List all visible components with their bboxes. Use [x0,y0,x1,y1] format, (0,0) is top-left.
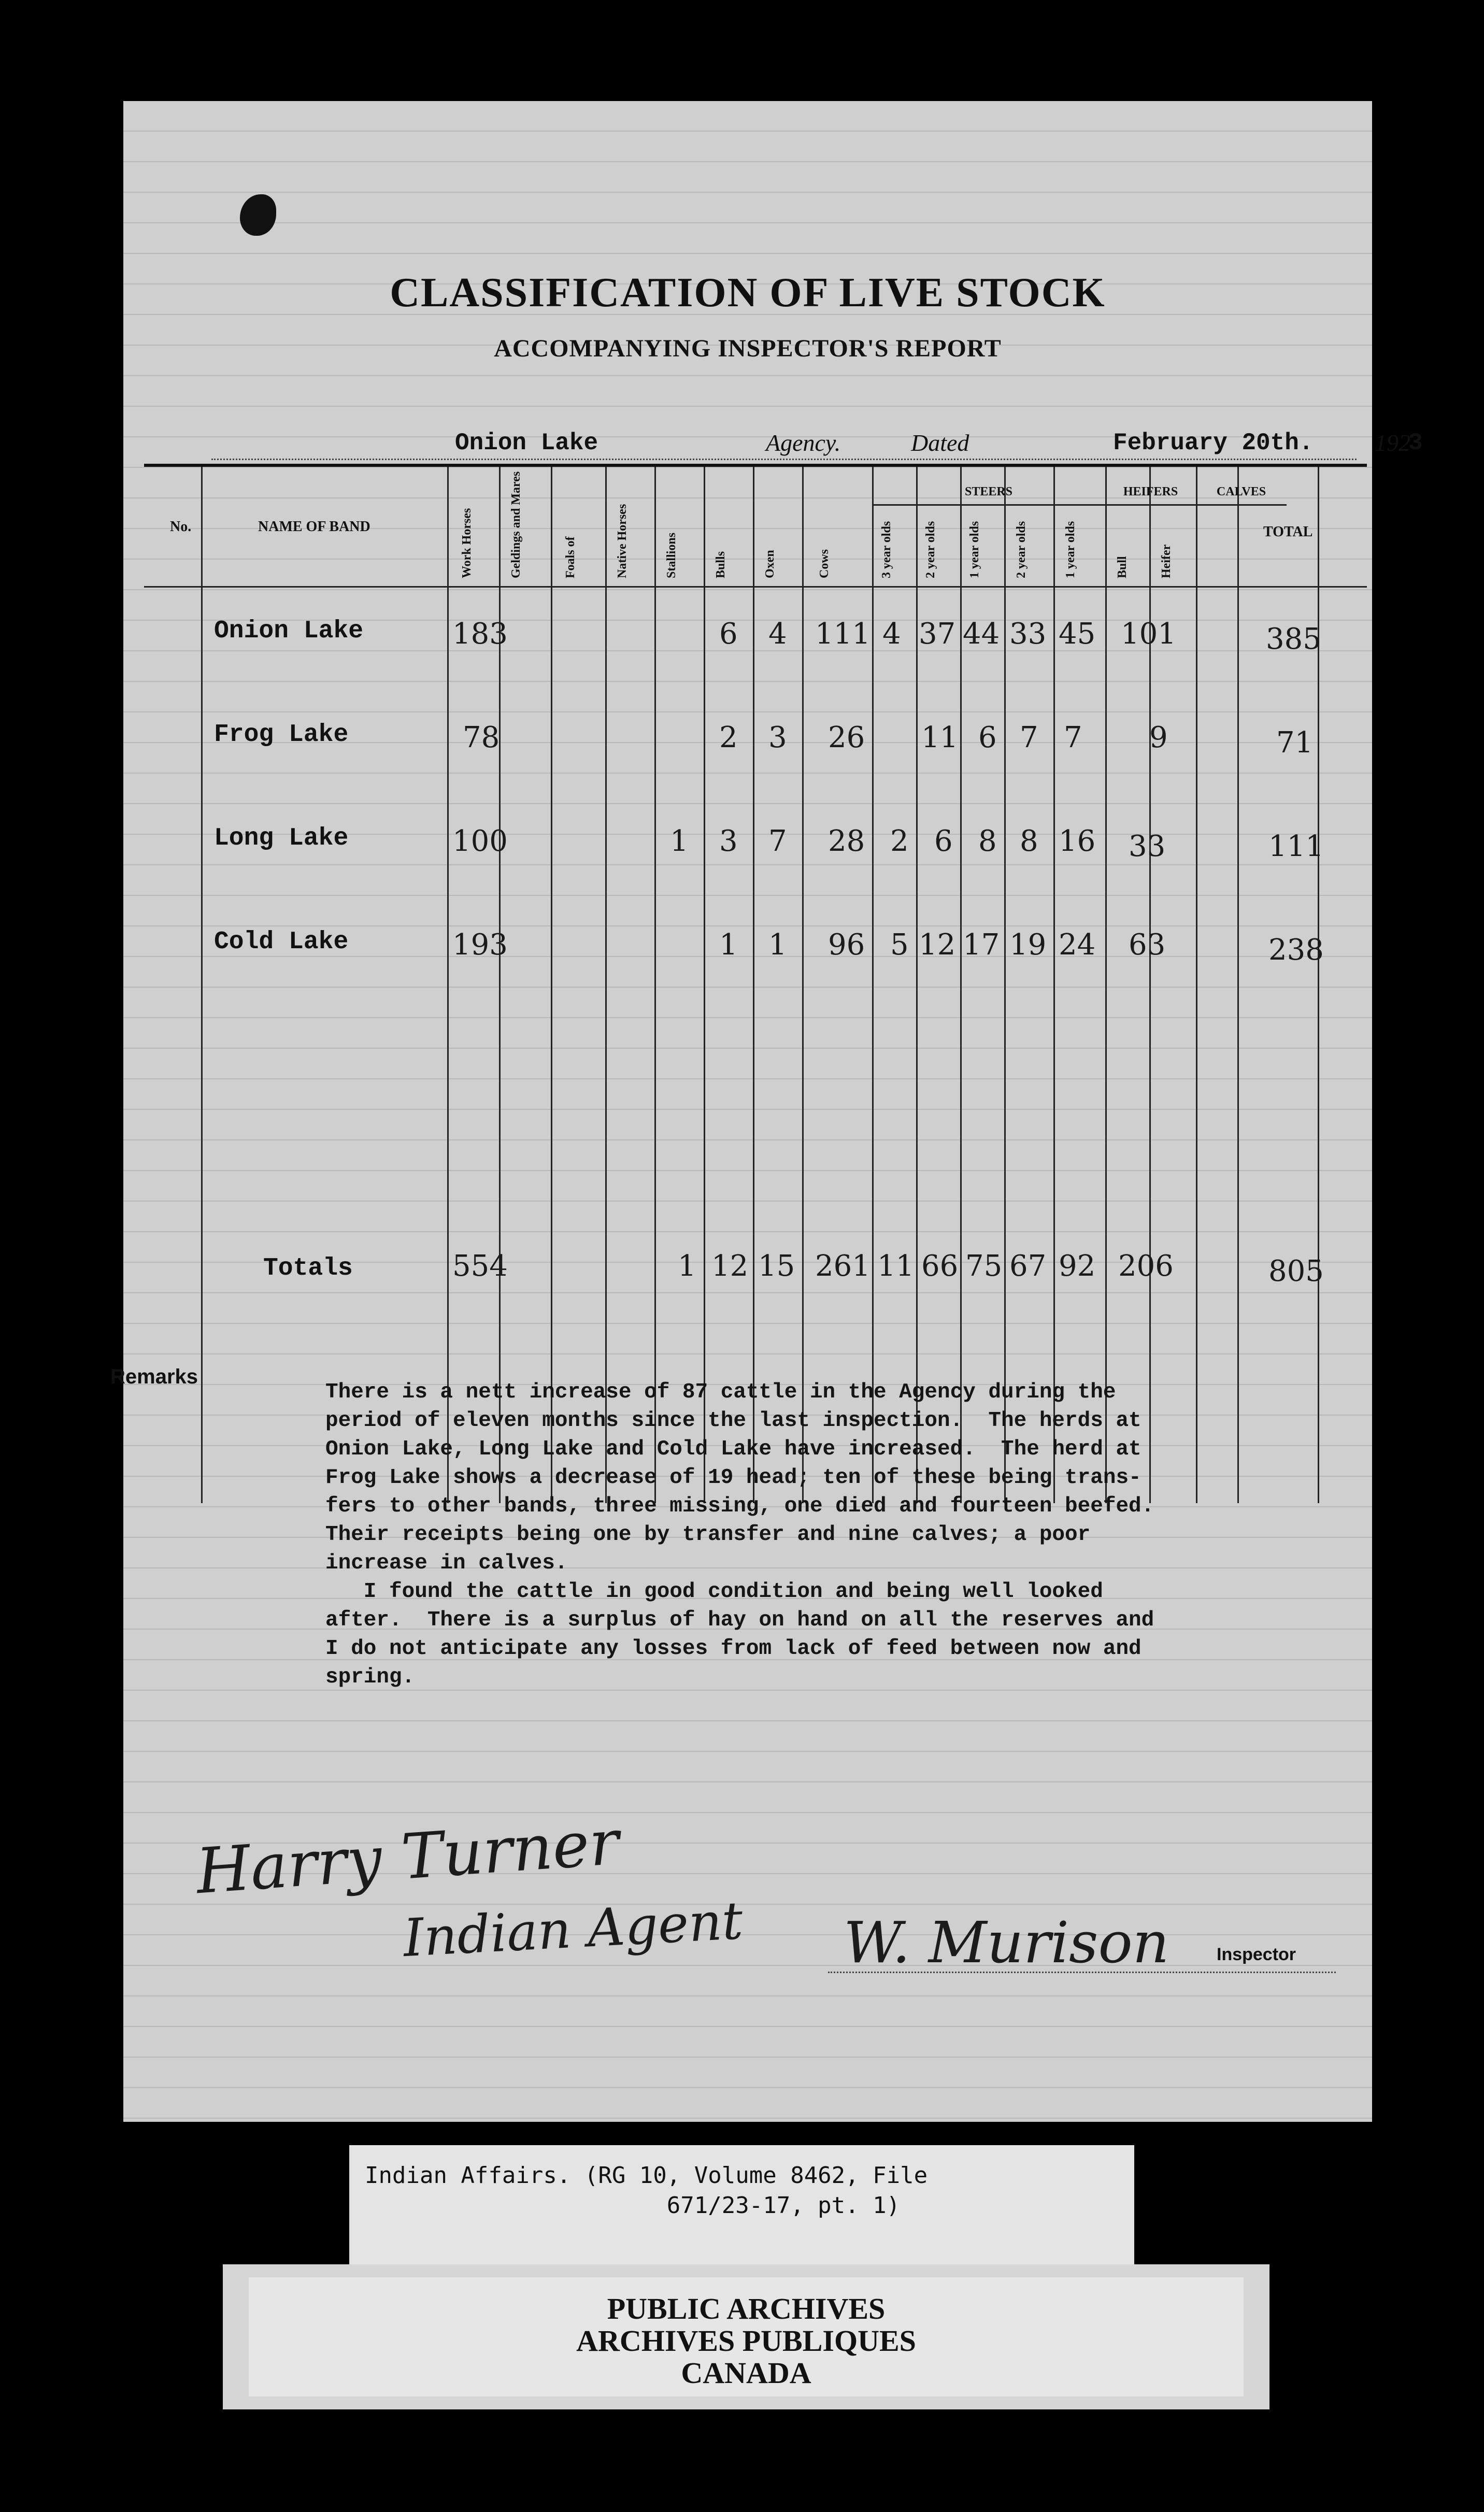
cell-heifers-1: 7 [1064,721,1082,754]
cell-cows: 111 [815,617,871,651]
total-heifers-1: 92 [1059,1249,1096,1283]
archive-stamp-inner [249,2277,1244,2396]
cell-steers-3: 4 [882,617,901,651]
total-bulls: 12 [711,1249,749,1283]
cell-work-horses: 78 [463,721,500,754]
cell-total: 111 [1268,830,1324,863]
col-rule [1196,467,1197,1503]
col-rule [1004,467,1006,1503]
group-rule [872,504,1105,506]
cell-steers-2: 6 [934,824,953,858]
cell-oxen: 3 [768,721,787,754]
agency-label: Agency. [766,430,841,456]
cell-total: 385 [1266,622,1321,656]
archive-reference-card [349,2145,1134,2275]
archive-stamp-text [249,2293,1244,2389]
col-rule [704,467,705,1503]
year-typed: 3 [1408,430,1423,456]
cell-oxen: 1 [768,928,787,962]
cell-calves: 33 [1129,830,1166,863]
group-rule [1105,504,1196,506]
group-rule [1196,504,1287,506]
total-heifers-2: 67 [1009,1249,1047,1283]
cell-heifers-2: 8 [1020,824,1038,858]
cell-total: 238 [1268,933,1324,967]
document-title: CLASSIFICATION OF LIVE STOCK [390,270,1106,316]
cell-steers-3: 2 [890,824,909,858]
col-rule [1053,467,1055,1503]
row-name: Cold Lake [214,928,349,956]
year-printed: 192 [1375,430,1410,456]
col-rule [447,467,449,1503]
date-value: February 20th. [1113,430,1314,456]
cell-heifers-2: 33 [1009,617,1047,651]
cell-oxen: 4 [768,617,787,651]
cell-work-horses: 100 [452,824,508,858]
header-divider [144,586,1367,588]
row-name: Long Lake [214,824,349,852]
remarks-text: There is a nett increase of 87 cattle in the Agency during the period of eleven months since the last inspection. The herds at Onion Lake, Long Lake and Cold Lake have increased. The herd at Frog Lake shows a decrease of 19 head; ten of these being trans- fers to other bands, three missing, one died and fourteen beefed. Their receipts being one by transfer and nine calves; a poor increase in calves. I found the cattle in good condition and being well looked after. There is a surplus of hay on hand on all the reserves and I do not anticipate any losses from lack of feed between now and spring. [325,1380,1154,1689]
cell-steers-2: 11 [921,721,959,754]
cell-calves: 63 [1129,928,1166,962]
archive-line-3: CANADA [681,2356,811,2390]
col-header-heifers-1yr: 1 year olds [1064,521,1077,578]
remarks-label: Remarks [110,1365,198,1388]
col-rule [605,467,607,1503]
col-rule [916,467,918,1503]
col-header-steers-3yr: 3 year olds [880,521,893,578]
col-header-stallions: Stallions [665,532,678,578]
cell-total: 71 [1276,726,1314,760]
col-rule [753,467,754,1503]
col-header-cows: Cows [818,549,831,578]
total-steers-2: 66 [921,1249,959,1283]
total-stallions: 1 [678,1249,696,1283]
cell-heifers-2: 7 [1020,721,1038,754]
document-subtitle: ACCOMPANYING INSPECTOR'S REPORT [494,335,1002,362]
col-rule [654,467,656,1503]
col-header-oxen: Oxen [763,550,777,578]
col-header-steers-1yr: 1 year olds [968,521,981,578]
agent-signature: Harry Turner [194,1806,622,1908]
total-steers-3: 11 [877,1249,915,1283]
ink-blot-icon [240,194,276,236]
col-rule [1237,467,1239,1503]
livestock-table [144,464,1367,1503]
cell-bulls: 2 [719,721,738,754]
cell-steers-1: 17 [963,928,1000,962]
group-heifers: HEIFERS [1123,485,1178,498]
group-calves: CALVES [1216,485,1266,498]
col-header-calves-bull: Bull [1116,556,1129,578]
col-header-name: NAME OF BAND [258,519,370,535]
cell-calves: 9 [1149,721,1168,754]
cell-steers-1: 44 [963,617,1000,651]
cell-stallions: 1 [670,824,689,858]
cell-work-horses: 183 [452,617,508,651]
total-oxen: 15 [758,1249,795,1283]
col-header-total: TOTAL [1263,524,1313,540]
total-calves: 206 [1118,1249,1174,1283]
col-header-foals: Foals of [564,536,577,578]
agency-name: Onion Lake [455,430,598,456]
archive-line-2: ARCHIVES PUBLIQUES [576,2324,916,2358]
cell-cows: 96 [828,928,865,962]
archive-stamp [223,2264,1269,2409]
archive-line-1: PUBLIC ARCHIVES [607,2292,886,2325]
cell-bulls: 6 [719,617,738,651]
agent-title: Indian Agent [402,1890,745,1969]
total-work-horses: 554 [452,1249,508,1283]
cell-cows: 26 [828,721,865,754]
cell-calves: 101 [1121,617,1176,651]
cell-bulls: 1 [719,928,738,962]
inspector-signature: W. Murison [844,1909,1169,1976]
col-rule [872,467,874,1503]
total-total: 805 [1268,1254,1324,1288]
cell-steers-3: 5 [890,928,909,962]
cell-bulls: 3 [719,824,738,858]
cell-oxen: 7 [768,824,787,858]
col-header-no: No. [170,519,192,535]
col-header-heifers-2yr: 2 year olds [1015,521,1028,578]
col-rule [960,467,962,1503]
row-name: Frog Lake [214,721,349,749]
cell-heifers-1: 24 [1059,928,1096,962]
row-name: Onion Lake [214,617,364,645]
col-rule [1105,467,1107,1503]
cell-heifers-1: 16 [1059,824,1096,858]
cell-steers-2: 37 [919,617,956,651]
total-steers-1: 75 [965,1249,1003,1283]
dated-label: Dated [911,430,969,456]
col-header-geldings: Geldings and Mares [509,471,523,578]
col-header-work-horses: Work Horses [460,508,474,578]
col-header-steers-2yr: 2 year olds [924,521,937,578]
cell-steers-2: 12 [919,928,956,962]
total-cows: 261 [815,1249,871,1283]
agency-line [211,422,1423,460]
inspector-label: Inspector [1217,1945,1296,1964]
archive-reference: Indian Affairs. (RG 10, Volume 8462, File 671/23-17, pt. 1) [365,2162,928,2219]
group-steers: STEERS [964,485,1013,498]
totals-label: Totals [263,1254,353,1282]
cell-steers-1: 8 [978,824,997,858]
col-header-native-horses: Native Horses [616,504,629,578]
cell-heifers-2: 19 [1009,928,1047,962]
cell-work-horses: 193 [452,928,508,962]
cell-heifers-1: 45 [1059,617,1096,651]
cell-cows: 28 [828,824,865,858]
cell-steers-1: 6 [978,721,997,754]
col-header-bulls: Bulls [714,551,727,578]
col-rule [551,467,552,1503]
col-rule [802,467,804,1503]
col-rule [201,467,203,1503]
col-header-calves-heifer: Heifer [1160,544,1173,578]
document-page [110,101,1423,2122]
